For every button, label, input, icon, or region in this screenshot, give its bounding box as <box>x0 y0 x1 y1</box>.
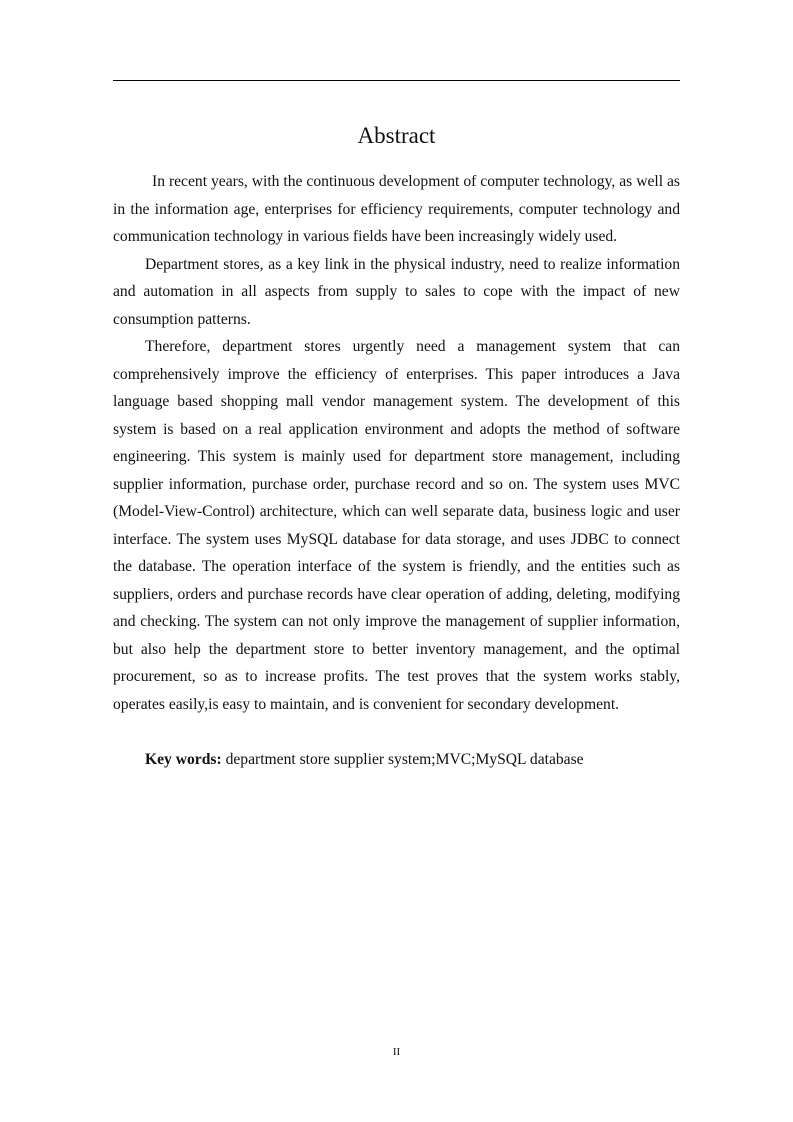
page-number: II <box>392 1046 401 1058</box>
abstract-title: Abstract <box>357 123 436 148</box>
abstract-paragraph-1: In recent years, with the continuous development of computer technology, as well as in the information age, enterprises for efficiency requirements, computer technology and communication technology in various fields have been increasingly widely used. <box>113 173 680 245</box>
keywords-label: Key words: <box>145 751 222 768</box>
keywords-text: department store supplier system;MVC;MySQL database <box>221 751 584 768</box>
abstract-body <box>113 168 680 718</box>
header-rule <box>113 80 680 81</box>
keywords-line <box>145 746 680 774</box>
abstract-paragraph-2: Department stores, as a key link in the physical industry, need to realize information and automation in all aspects from supply to sales to cope with the impact of new consumption patterns. <box>113 255 680 328</box>
abstract-paragraph-3: Therefore, department stores urgently need a management system that can comprehensively improve the efficiency of enterprises. This paper introduces a Java language based shopping mall vendor management system. The development of this system is based on a real application environment and adopts the method of software engineering. This system is mainly used for department store management, including supplier information, purchase order, purchase record and so on. The system uses MVC (Model-View-Control) architecture, which can well separate data, business logic and user interface. The system uses MySQL database for data storage, and uses JDBC to connect the database. The operation interface of the system is friendly, and the entities such as suppliers, orders and purchase records have clear operation of adding, deleting, modifying and checking. The system can not only improve the management of supplier information, but also help the department store to better inventory management, and the optimal procurement, so as to increase profits. The test proves that the system works stably, operates easily,is easy to maintain, and is convenient for secondary development. <box>113 338 680 713</box>
